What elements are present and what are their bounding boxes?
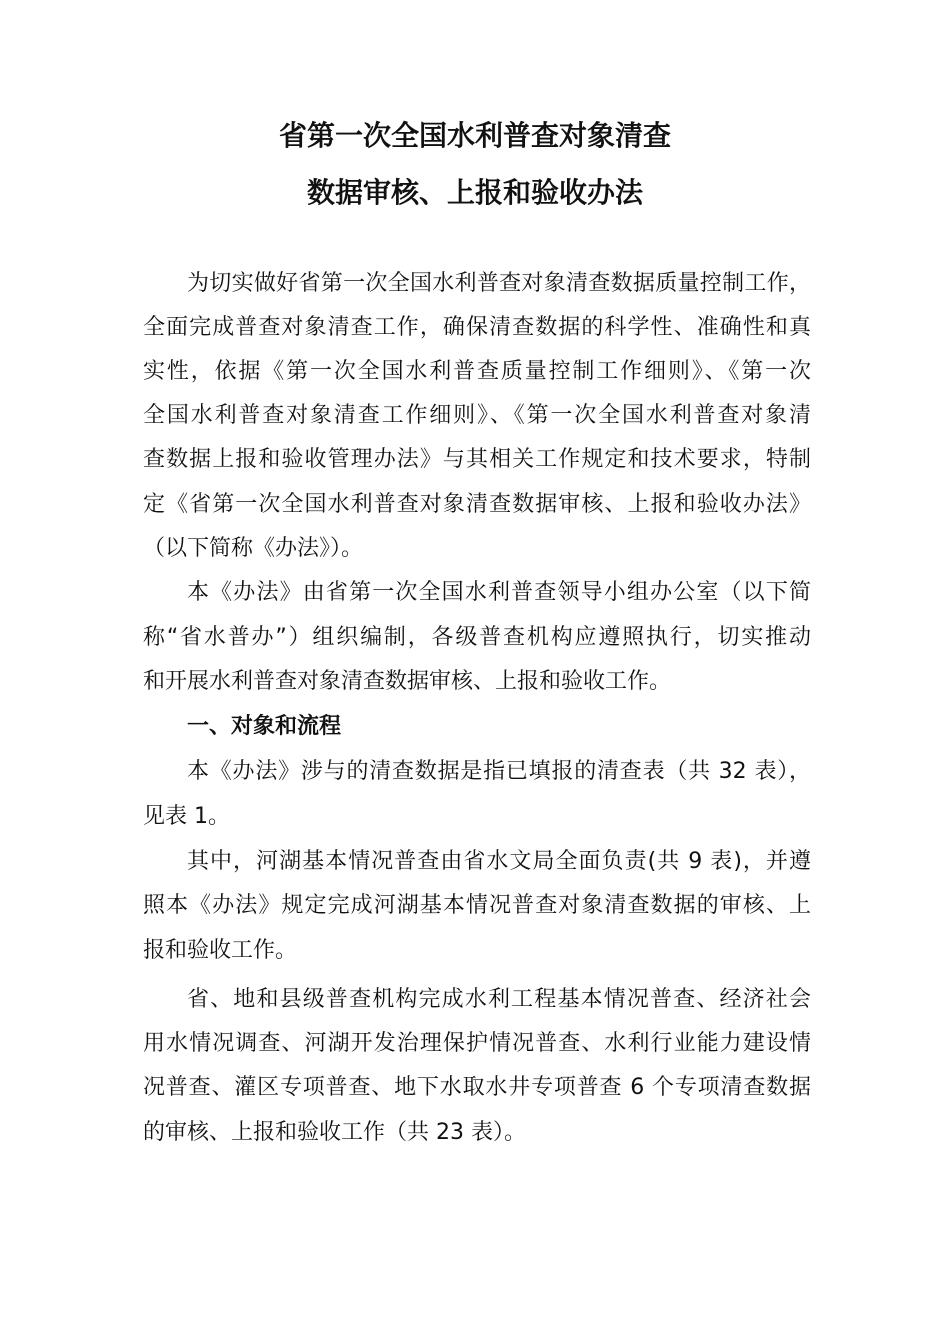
paragraph-line: 本《办法》由省第一次全国水利普查领导小组办公室（以下简 — [187, 580, 811, 605]
paragraph-line: 况普查、灌区专项普查、地下水取水井专项普查 6 个专项清查数据 — [143, 1075, 811, 1100]
paragraph-line: 称“省水普办”）组织编制，各级普查机构应遵照执行，切实推动 — [143, 625, 811, 650]
paragraph-line: 见表 1。 — [143, 804, 230, 829]
paragraph-line: 用水情况调查、河湖开发治理保护情况普查、水利行业能力建设情 — [143, 1031, 811, 1056]
paragraph-line: 和开展水利普查对象清查数据审核、上报和验收工作。 — [143, 669, 672, 694]
paragraph-line: 全面完成普查对象清查工作，确保清查数据的科学性、准确性和真 — [143, 315, 811, 340]
paragraph-line: 实性，依据《第一次全国水利普查质量控制工作细则》、《第一次 — [143, 359, 811, 384]
paragraph-line: 省、地和县级普查机构完成水利工程基本情况普查、经济社会 — [187, 987, 811, 1012]
document-title-line-1: 省第一次全国水利普查对象清查 — [278, 119, 671, 152]
section-heading: 一、对象和流程 — [187, 714, 342, 739]
paragraph-line: 查数据上报和验收管理办法》与其相关工作规定和技术要求，特制 — [143, 447, 811, 472]
paragraph-line: 本《办法》涉与的清查数据是指已填报的清查表（共 32 表）， — [187, 759, 811, 784]
document-title-line-2: 数据审核、上报和验收办法 — [306, 176, 643, 209]
paragraph-line: 定《省第一次全国水利普查对象清查数据审核、上报和验收办法》 — [143, 492, 811, 517]
paragraph-line: 照本《办法》规定完成河湖基本情况普查对象清查数据的审核、上 — [143, 893, 811, 918]
paragraph-line: 为切实做好省第一次全国水利普查对象清查数据质量控制工作， — [187, 271, 811, 296]
paragraph-line: 其中，河湖基本情况普查由省水文局全面负责(共 9 表)，并遵 — [187, 849, 811, 874]
paragraph-line: 全国水利普查对象清查工作细则》、《第一次全国水利普查对象清 — [143, 403, 811, 428]
paragraph-line: 的审核、上报和验收工作（共 23 表）。 — [143, 1120, 526, 1145]
paragraph-line: 报和验收工作。 — [143, 938, 298, 963]
paragraph-line: （以下简称《办法》）。 — [143, 536, 364, 561]
